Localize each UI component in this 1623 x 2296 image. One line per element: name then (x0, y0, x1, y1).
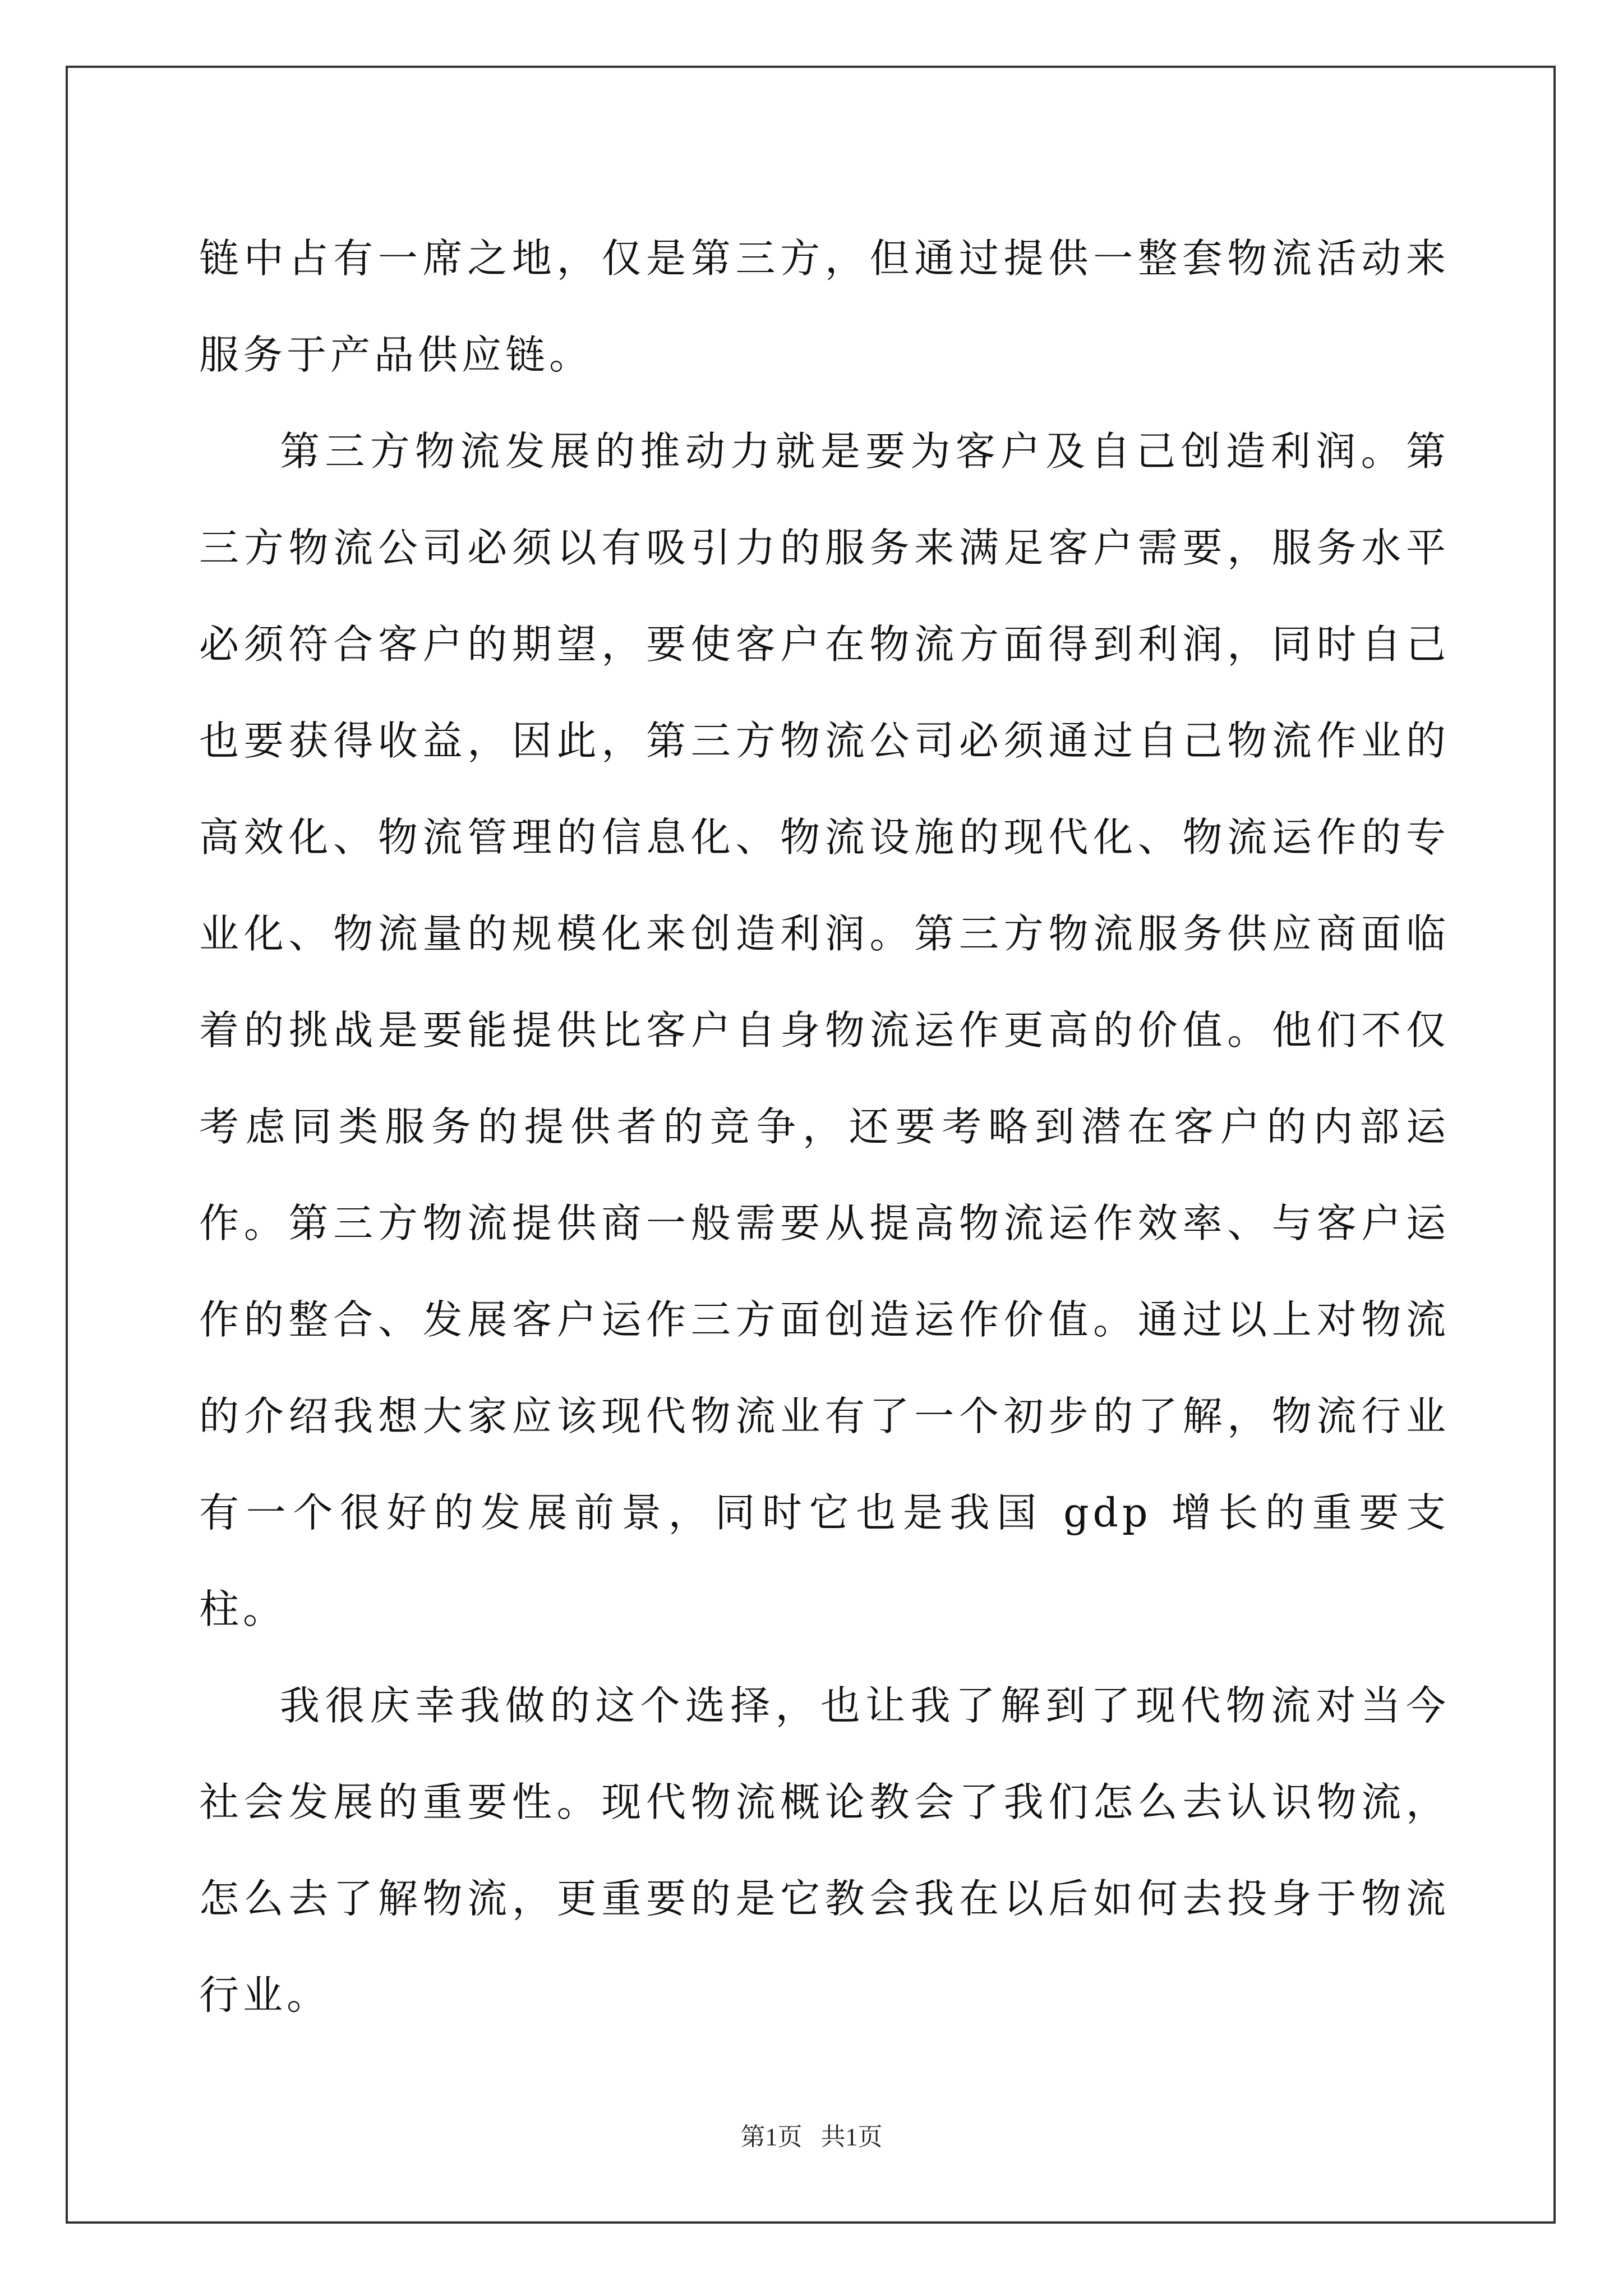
paragraph-2: 第三方物流发展的推动力就是要为客户及自己创造利润。第三方物流公司必须以有吸引力的服务来满足客户需要，服务水平必须符合客户的期望，要使客户在物流方面得到利润，同时自己也要获得收益，因此，第三方物流公司必须通过自己物流作业的高效化、物流管理的信息化、物流设施的现代化、物流运作的专业化、物流量的规模化来创造利润。第三方物流服务供应商面临着的挑战是要能提供比客户自身物流运作更高的价值。他们不仅考虑同类服务的提供者的竞争，还要考略到潜在客户的内部运作。第三方物流提供商一般需要从提高物流运作效率、与客户运作的整合、发展客户运作三方面创造运作价值。通过以上对物流的介绍我想大家应该现代物流业有了一个初步的了解，物流行业有一个很好的发展前景，同时它也是我国 gdp 增长的重要支柱。 (199, 428, 1450, 1632)
page-number-footer: 第1页 共1页 (740, 2123, 883, 2151)
document-body (199, 210, 1450, 2044)
paragraph-1: 链中占有一席之地，仅是第三方，但通过提供一整套物流活动来服务于产品供应链。 (199, 235, 1450, 378)
paragraph-3: 我很庆幸我做的这个选择，也让我了解到了现代物流对当今社会发展的重要性。现代物流概论教会了我们怎么去认识物流，怎么去了解物流，更重要的是它教会我在以后如何去投身于物流行业。 (199, 1682, 1450, 2018)
